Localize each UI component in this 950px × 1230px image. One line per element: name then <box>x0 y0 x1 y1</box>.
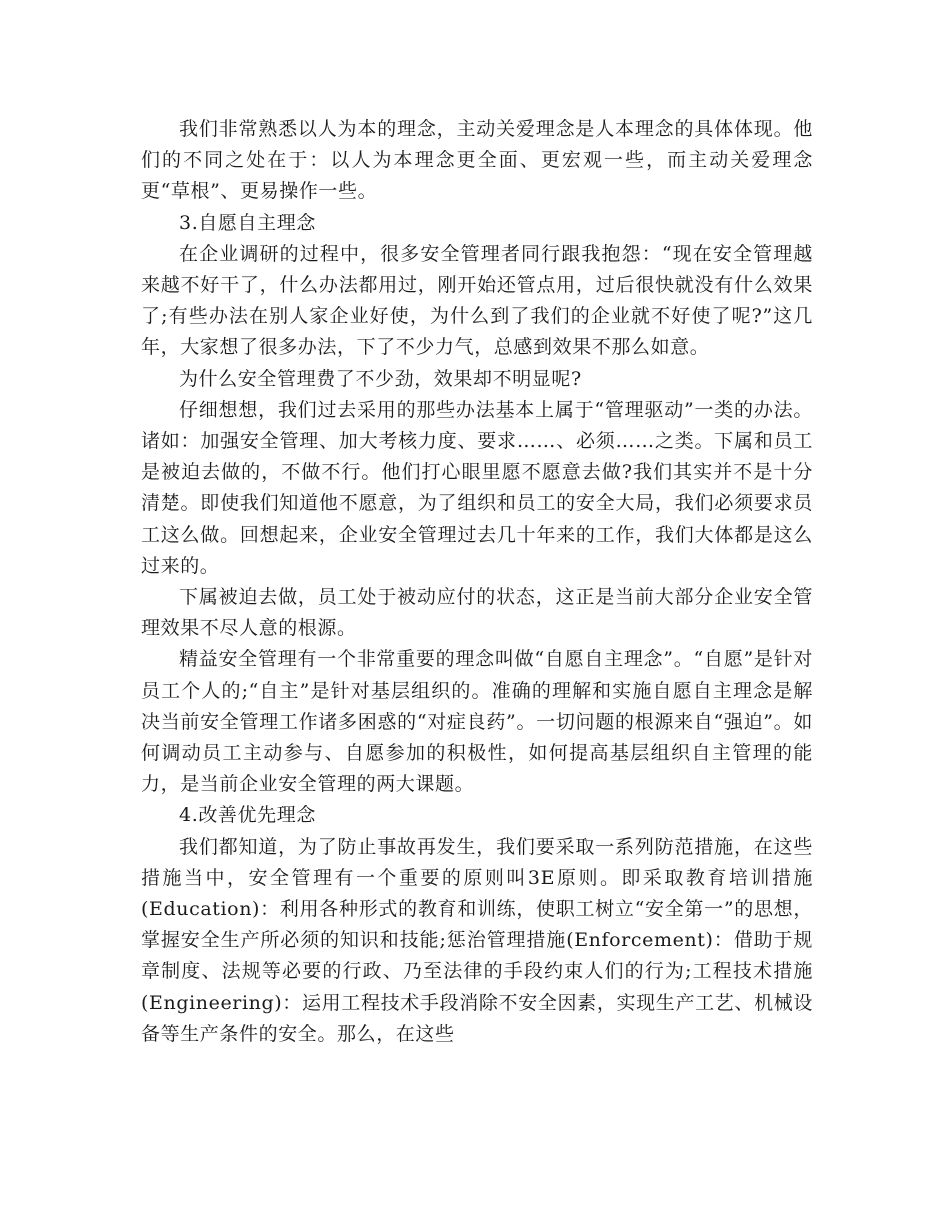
paragraph: 仔细想想，我们过去采用的那些办法基本上属于“管理驱动”一类的办法。诸如：加强安全管理、加大考核力度、要求……、必须……之类。下属和员工是被迫去做的，不做不行。他们打心眼里愿不愿意去做?我们其实并不是十分清楚。即使我们知道他不愿意，为了组织和员工的安全大局，我们必须要求员工这么做。回想起来，企业安全管理过去几十年来的工作，我们大体都是这么过来的。 <box>141 398 813 577</box>
document-body <box>141 114 813 1050</box>
section-heading: 4.改善优先理念 <box>179 804 316 827</box>
paragraph: 为什么安全管理费了不少劲，效果却不明显呢? <box>179 367 582 390</box>
paragraph: 我们都知道，为了防止事故再发生，我们要采取一系列防范措施，在这些措施当中，安全管理有一个重要的原则叫3E原则。即采取教育培训措施(Education)：利用各种形式的教育和训练，使职工树立“安全第一”的思想，掌握安全生产所必须的知识和技能;惩治管理措施(Enforcement)：借助于规章制度、法规等必要的行政、乃至法律的手段约束人们的行为;工程技术措施(Engineering)：运用工程技术手段消除不安全因素，实现生产工艺、机械设备等生产条件的安全。那么，在这些 <box>141 835 813 1045</box>
section-heading: 3.自愿自主理念 <box>179 211 316 234</box>
paragraph: 我们非常熟悉以人为本的理念，主动关爱理念是人本理念的具体体现。他们的不同之处在于：以人为本理念更全面、更宏观一些，而主动关爱理念更“草根”、更易操作一些。 <box>141 118 813 203</box>
paragraph: 下属被迫去做，员工处于被动应付的状态，这正是当前大部分企业安全管理效果不尽人意的根源。 <box>141 586 813 640</box>
paragraph: 在企业调研的过程中，很多安全管理者同行跟我抱怨：“现在安全管理越来越不好干了，什么办法都用过，刚开始还管点用，过后很快就没有什么效果了;有些办法在别人家企业好使，为什么到了我们的企业就不好使了呢?”这几年，大家想了很多办法，下了不少力气，总感到效果不那么如意。 <box>141 242 813 359</box>
paragraph: 精益安全管理有一个非常重要的理念叫做“自愿自主理念”。“自愿”是针对员工个人的;“自主”是针对基层组织的。准确的理解和实施自愿自主理念是解决当前安全管理工作诸多困惑的“对症良药”。一切问题的根源来自“强迫”。如何调动员工主动参与、自愿参加的积极性，如何提高基层组织自主管理的能力，是当前企业安全管理的两大课题。 <box>141 648 813 796</box>
